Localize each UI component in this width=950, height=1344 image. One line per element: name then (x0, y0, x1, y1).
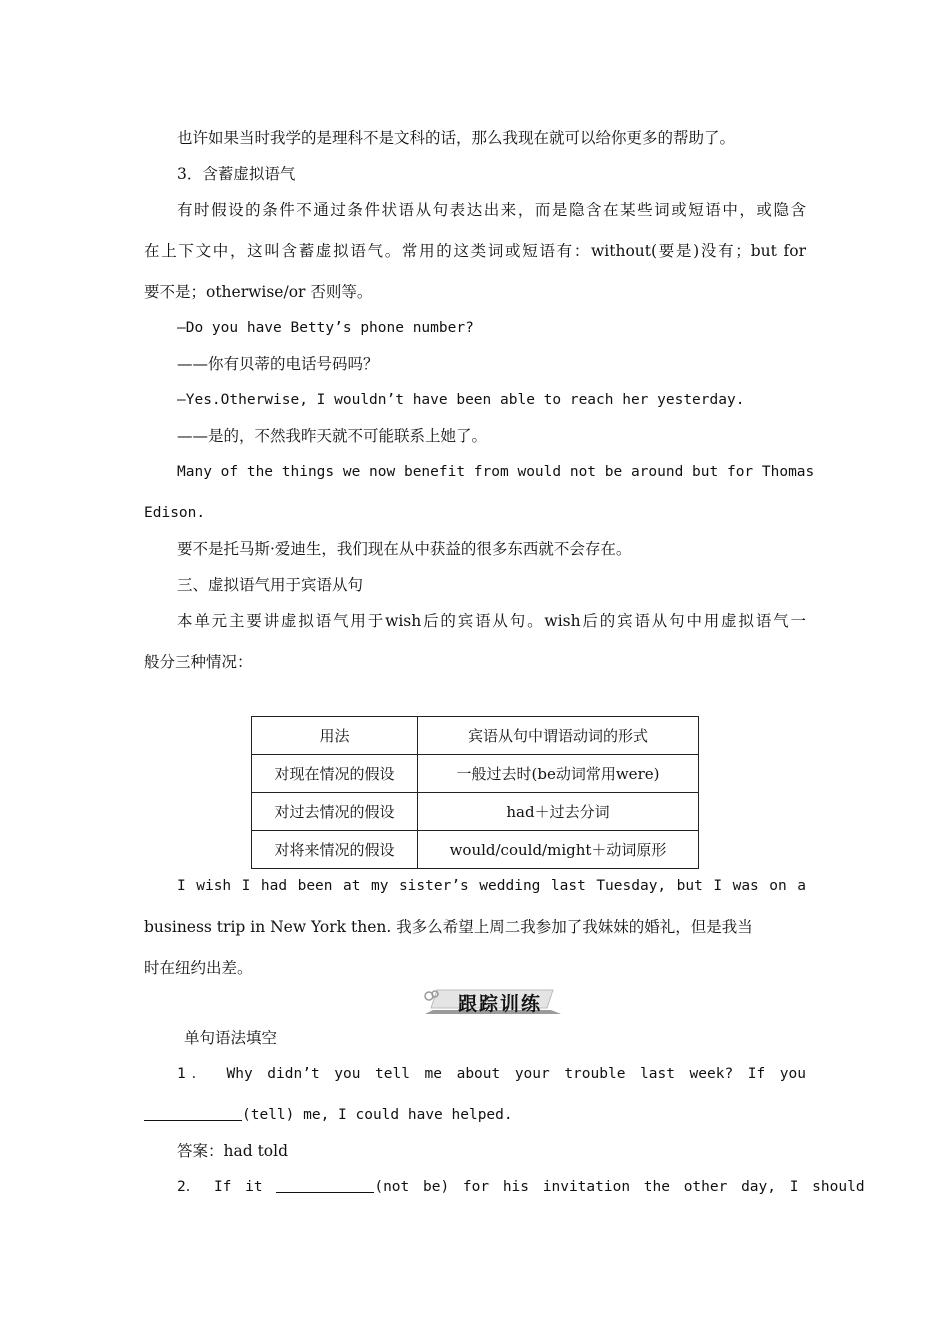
table-cell: had＋过去分词 (418, 793, 699, 831)
table-header-row (252, 717, 699, 755)
example-wish-line1: I wish I had been at my sister’s wedding last Tuesday, but I was on a (177, 878, 806, 894)
answer-1: 答案：had told (177, 1142, 289, 1160)
question-2-prefix: 2． If it (177, 1179, 263, 1195)
section-banner (423, 986, 563, 1016)
paragraph-p3-line2: 般分三种情况： (144, 653, 253, 671)
table-cell: 对现在情况的假设 (252, 755, 418, 793)
table-cell: would/could/might＋动词原形 (418, 831, 699, 869)
example-edison-line2: Edison. (144, 505, 206, 521)
example-edison-translation: 要不是托马斯·爱迪生，我们现在从中获益的很多东西就不会存在。 (177, 540, 632, 558)
exercise-subtitle: 单句语法填空 (184, 1029, 278, 1047)
table-cell: 对将来情况的假设 (252, 831, 418, 869)
example-wish-line3: 时在纽约出差。 (144, 959, 253, 977)
table-header-cell: 宾语从句中谓语动词的形式 (418, 717, 699, 755)
table-row (252, 793, 699, 831)
paragraph-p3-line1: 本单元主要讲虚拟语气用于wish后的宾语从句。wish后的宾语从句中用虚拟语气一 (177, 612, 806, 630)
heading-implicit-subjunctive: 3．含蓄虚拟语气 (177, 165, 296, 183)
banner-title: 跟踪训练 (457, 993, 542, 1015)
heading-object-clause: 三、虚拟语气用于宾语从句 (177, 576, 364, 594)
example-wish-line2: business trip in New York then. 我多么希望上周二我参加了我妹妹的婚礼，但是我当 (144, 918, 753, 936)
dialogue-line-3: —Yes.Otherwise, I wouldn’t have been able to reach her yesterday. (177, 392, 745, 408)
dialogue-line-4: ——是的，不然我昨天就不可能联系上她了。 (177, 427, 488, 445)
dialogue-line-2: ——你有贝蒂的电话号码吗？ (177, 355, 379, 373)
question-1-line2 (144, 1104, 806, 1126)
paragraph-p2-line3: 要不是；otherwise/or 否则等。 (144, 283, 373, 301)
question-2-line1 (177, 1176, 865, 1198)
question-1-line1: 1． Why didn’t you tell me about your trouble last week? If you (177, 1066, 806, 1082)
usage-table (251, 716, 699, 869)
paragraph-p1: 也许如果当时我学的是理科不是文科的话，那么我现在就可以给你更多的帮助了。 (177, 129, 736, 147)
table-header-cell: 用法 (252, 717, 418, 755)
table-row (252, 755, 699, 793)
question-1-text: (tell) me, I could have helped. (242, 1107, 513, 1123)
dialogue-line-1: —Do you have Betty’s phone number? (177, 320, 474, 336)
table-cell: 一般过去时(be动词常用were) (418, 755, 699, 793)
table-cell: 对过去情况的假设 (252, 793, 418, 831)
example-edison-line1: Many of the things we now benefit from would not be around but for Thomas (177, 464, 815, 480)
paragraph-p2-line2: 在上下文中，这叫含蓄虚拟语气。常用的这类词或短语有：without(要是)没有；but for (144, 242, 806, 260)
table-row (252, 831, 699, 869)
answer-blank[interactable] (144, 1104, 242, 1121)
question-2-suffix: (not be) for his invitation the other day, I should (374, 1179, 865, 1195)
paragraph-p2-line1: 有时假设的条件不通过条件状语从句表达出来，而是隐含在某些词或短语中，或隐含 (177, 201, 806, 219)
answer-blank[interactable] (276, 1176, 374, 1193)
